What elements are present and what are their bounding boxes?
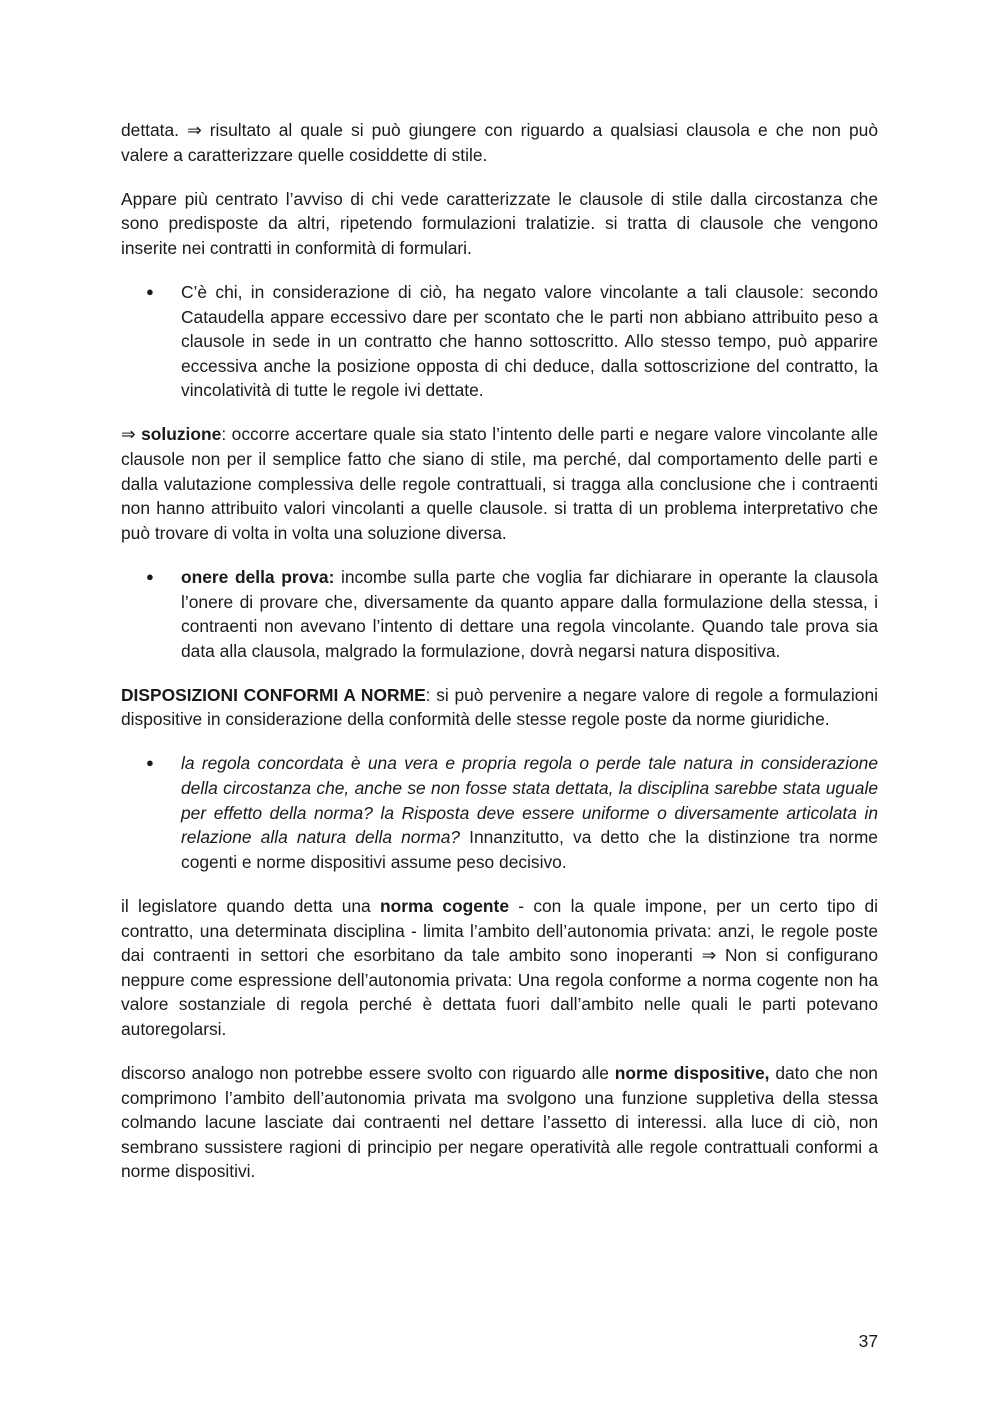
- paragraph-clausole-stile: Appare più centrato l’avviso di chi vede caratterizzate le clausole di stile dalla circostanza che sono predisposte da altri, ripetendo formulazioni tralatizie. si tratta di clausole che vengono inserite nei contratti in conformità di formulari.: [121, 188, 878, 258]
- bullet-list-1: [121, 280, 878, 403]
- list-item: ● la regola concordata è una vera e propria regola o perde tale natura in considerazione della circostanza che, anche se non fosse stata dettata, la disciplina sarebbe stata uguale per effetto della norma? la Risposta deve essere uniforme o diversamente articolata in relazione alla natura della norma? Innanzitutto, va detto che la distinzione tra norme cogenti e norme dispositivi assume peso decisivo.: [146, 753, 878, 872]
- list-item: ● C’è chi, in considerazione di ciò, ha negato valore vincolante a tali clausole: secondo Cataudella appare eccessivo dare per scontato che le parti non abbiano attribuito peso a clausole in sede in un contratto che hanno sottoscritto. Allo stesso tempo, può apparire eccessiva anche la posizione opposta di chi deduce, dalla sottoscrizione del contratto, la vincolatività di tutte le regole ivi dettate.: [146, 281, 878, 401]
- list-item: ● onere della prova: incombe sulla parte che voglia far dichiarare in operante la clausola l’onere di provare che, diversamente da quanto appare dalla formulazione della stessa, i contraenti non avevano l’intento di dettare una regola vincolante. Quando tale prova sia data alla clausola, malgrado la formulazione, dovrà negarsi natura dispositiva.: [146, 566, 878, 661]
- bullet-icon: ●: [146, 568, 154, 584]
- page-number: 37: [858, 1331, 878, 1351]
- bullet-list-2: [121, 565, 878, 663]
- paragraph-norma-cogente: il legislatore quando detta una norma cogente - con la quale impone, per un certo tipo di contratto, una determinata disciplina - limita l’ambito dell’autonomia privata: anzi, le regole poste dai contraenti in settori che esorbitano da tale ambito sono inoperanti ⇒ Non si configurano neppure come espressione dell’autonomia privata: Una regola conforme a norma cogente non ha valore sostanziale di regola perché è dettata fuori dall’ambito nelle quali le parti potevano autoregolarsi.: [121, 895, 878, 1039]
- paragraph-disposizioni: DISPOSIZIONI CONFORMI A NORME: si può pervenire a negare valore di regole a formulazioni dispositive in considerazione della conformità delle stesse regole poste da norme giuridiche.: [121, 684, 878, 730]
- bullet-icon: ●: [146, 755, 154, 771]
- paragraph-norme-dispositive: discorso analogo non potrebbe essere svolto con riguardo alle norme dispositive, dato che non comprimono l’ambito dell’autonomia privata ma svolgono una funzione suppletiva della stessa colmando lacune lasciate dai contraenti nel dettare l’assetto di interessi. alla luce di ciò, non sembrano sussistere ragioni di principio per negare operatività alle regole contrattuali conformi a norme dispositivi.: [121, 1063, 878, 1182]
- bullet-icon: ●: [146, 283, 154, 299]
- paragraph-soluzione: ⇒ soluzione: occorre accertare quale sia stato l’intento delle parti e negare valore vincolante alle clausole non per il semplice fatto che siano di stile, ma perché, dal comportamento delle parti e dalla valutazione complessiva delle regole contrattuali, si tragga alla conclusione che i contraenti non hanno attribuito valori vincolanti a quelle clausole. si tratta di un problema interpretativo che può trovare di volta in volta una soluzione diversa.: [121, 424, 878, 543]
- paragraph-intro: dettata. ⇒ risultato al quale si può giungere con riguardo a qualsiasi clausola e che non può valere a caratterizzare quelle cosiddette di stile.: [121, 120, 878, 165]
- bullet-list-3: [121, 751, 878, 874]
- page-body: [121, 118, 878, 1203]
